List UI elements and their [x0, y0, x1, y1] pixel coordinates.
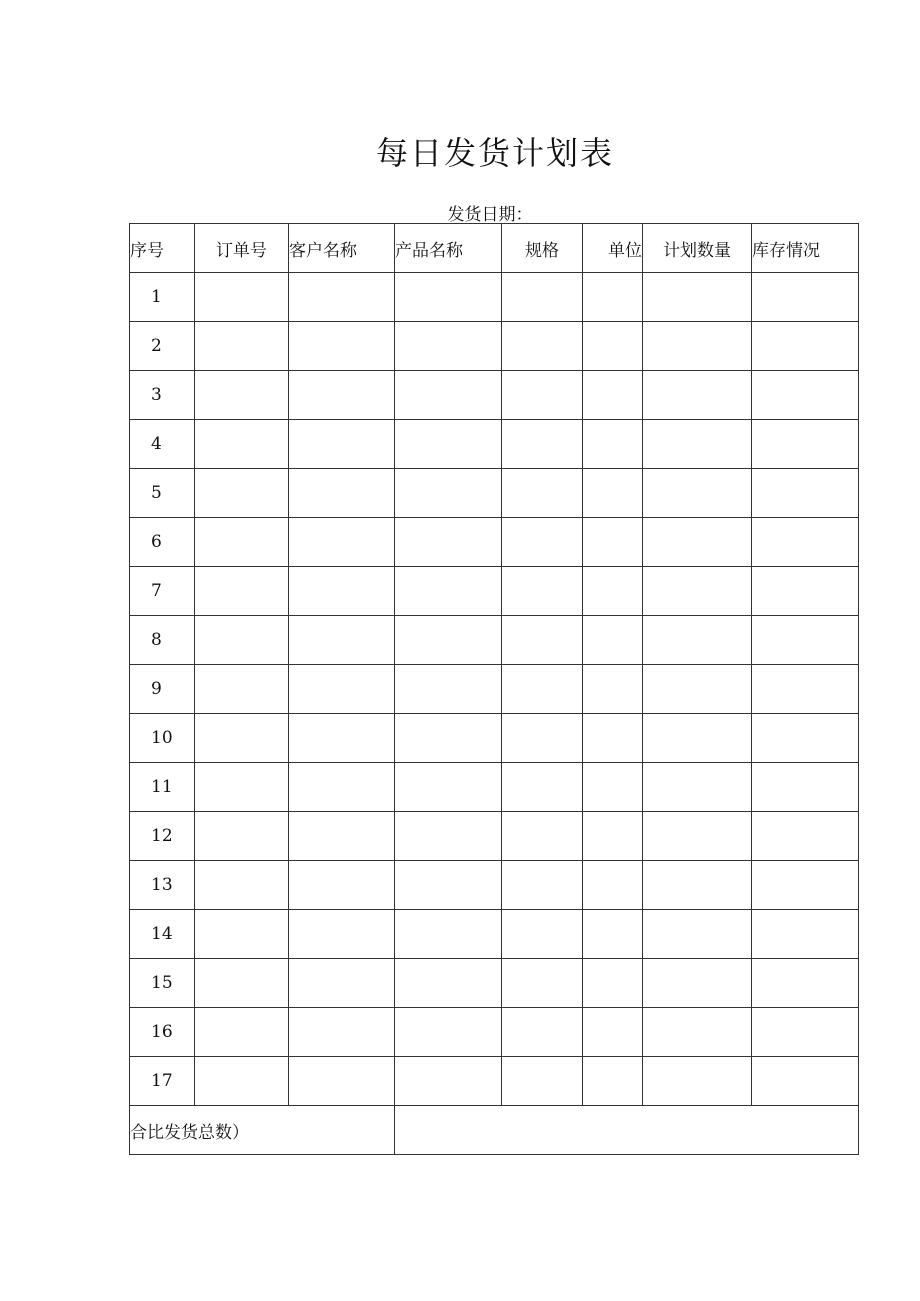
- stock-status-cell[interactable]: [752, 567, 859, 616]
- product-name-cell[interactable]: [395, 616, 502, 665]
- header-product-name: 产品名称: [395, 224, 502, 273]
- customer-name-cell[interactable]: [289, 1057, 395, 1106]
- planned-qty-cell[interactable]: [643, 518, 752, 567]
- order-no-cell[interactable]: [195, 861, 289, 910]
- order-no-cell[interactable]: [195, 812, 289, 861]
- customer-name-cell[interactable]: [289, 665, 395, 714]
- product-name-cell[interactable]: [395, 1008, 502, 1057]
- row-seq-number: 5: [130, 469, 195, 518]
- order-no-cell[interactable]: [195, 714, 289, 763]
- table-row: [130, 616, 859, 665]
- table-row: [130, 812, 859, 861]
- planned-qty-cell[interactable]: [643, 714, 752, 763]
- table-row: [130, 322, 859, 371]
- product-name-cell[interactable]: [395, 910, 502, 959]
- product-name-cell[interactable]: [395, 322, 502, 371]
- customer-name-cell[interactable]: [289, 1008, 395, 1057]
- total-value-cell[interactable]: [395, 1106, 859, 1155]
- customer-name-cell[interactable]: [289, 959, 395, 1008]
- unit-cell[interactable]: [583, 861, 643, 910]
- planned-qty-cell[interactable]: [643, 910, 752, 959]
- order-no-cell[interactable]: [195, 322, 289, 371]
- order-no-cell[interactable]: [195, 665, 289, 714]
- product-name-cell[interactable]: [395, 273, 502, 322]
- row-seq-number: 8: [130, 616, 195, 665]
- product-name-cell[interactable]: [395, 420, 502, 469]
- product-name-cell[interactable]: [395, 567, 502, 616]
- customer-name-cell[interactable]: [289, 616, 395, 665]
- stock-status-cell[interactable]: [752, 273, 859, 322]
- stock-status-cell[interactable]: [752, 518, 859, 567]
- planned-qty-cell[interactable]: [643, 469, 752, 518]
- shipping-date-label: 发货日期：: [447, 205, 533, 225]
- unit-cell[interactable]: [583, 959, 643, 1008]
- order-no-cell[interactable]: [195, 371, 289, 420]
- order-no-cell[interactable]: [195, 1057, 289, 1106]
- spec-cell[interactable]: [502, 616, 583, 665]
- planned-qty-cell[interactable]: [643, 1008, 752, 1057]
- planned-qty-cell[interactable]: [643, 371, 752, 420]
- customer-name-cell[interactable]: [289, 518, 395, 567]
- stock-status-cell[interactable]: [752, 1008, 859, 1057]
- customer-name-cell[interactable]: [289, 469, 395, 518]
- planned-qty-cell[interactable]: [643, 420, 752, 469]
- table-row: [130, 518, 859, 567]
- customer-name-cell[interactable]: [289, 273, 395, 322]
- customer-name-cell[interactable]: [289, 322, 395, 371]
- stock-status-cell[interactable]: [752, 1057, 859, 1106]
- product-name-cell[interactable]: [395, 1057, 502, 1106]
- unit-cell[interactable]: [583, 518, 643, 567]
- order-no-cell[interactable]: [195, 469, 289, 518]
- stock-status-cell[interactable]: [752, 322, 859, 371]
- order-no-cell[interactable]: [195, 763, 289, 812]
- unit-cell[interactable]: [583, 420, 643, 469]
- row-seq-number: 9: [130, 665, 195, 714]
- header-spec: 规格: [502, 224, 583, 273]
- header-customer-name: 客户名称: [289, 224, 395, 273]
- spec-cell[interactable]: [502, 959, 583, 1008]
- spec-cell[interactable]: [502, 371, 583, 420]
- stock-status-cell[interactable]: [752, 910, 859, 959]
- table-row: [130, 371, 859, 420]
- row-seq-number: 14: [130, 910, 195, 959]
- spec-cell[interactable]: [502, 518, 583, 567]
- planned-qty-cell[interactable]: [643, 1057, 752, 1106]
- product-name-cell[interactable]: [395, 518, 502, 567]
- header-unit: 单位: [583, 224, 643, 273]
- stock-status-cell[interactable]: [752, 469, 859, 518]
- row-seq-number: 10: [130, 714, 195, 763]
- planned-qty-cell[interactable]: [643, 763, 752, 812]
- order-no-cell[interactable]: [195, 273, 289, 322]
- table-row: [130, 469, 859, 518]
- customer-name-cell[interactable]: [289, 567, 395, 616]
- stock-status-cell[interactable]: [752, 665, 859, 714]
- stock-status-cell[interactable]: [752, 763, 859, 812]
- page-title: 每日发货计划表: [375, 134, 614, 172]
- product-name-cell[interactable]: [395, 763, 502, 812]
- product-name-cell[interactable]: [395, 469, 502, 518]
- stock-status-cell[interactable]: [752, 420, 859, 469]
- spec-cell[interactable]: [502, 861, 583, 910]
- row-seq-number: 11: [130, 763, 195, 812]
- unit-cell[interactable]: [583, 273, 643, 322]
- stock-status-cell[interactable]: [752, 959, 859, 1008]
- customer-name-cell[interactable]: [289, 420, 395, 469]
- table-row: [130, 567, 859, 616]
- row-seq-number: 13: [130, 861, 195, 910]
- spec-cell[interactable]: [502, 469, 583, 518]
- customer-name-cell[interactable]: [289, 714, 395, 763]
- customer-name-cell[interactable]: [289, 861, 395, 910]
- customer-name-cell[interactable]: [289, 910, 395, 959]
- shipping-plan-table: [129, 223, 859, 1155]
- customer-name-cell[interactable]: [289, 371, 395, 420]
- product-name-cell[interactable]: [395, 959, 502, 1008]
- row-seq-number: 1: [130, 273, 195, 322]
- stock-status-cell[interactable]: [752, 714, 859, 763]
- order-no-cell[interactable]: [195, 616, 289, 665]
- row-seq-number: 2: [130, 322, 195, 371]
- table-row: [130, 420, 859, 469]
- table-row: [130, 861, 859, 910]
- order-no-cell[interactable]: [195, 420, 289, 469]
- header-planned-qty: 计划数量: [643, 224, 752, 273]
- spec-cell[interactable]: [502, 567, 583, 616]
- table-row: [130, 273, 859, 322]
- planned-qty-cell[interactable]: [643, 567, 752, 616]
- table-row: [130, 910, 859, 959]
- planned-qty-cell[interactable]: [643, 861, 752, 910]
- spec-cell[interactable]: [502, 910, 583, 959]
- table-row: [130, 714, 859, 763]
- order-no-cell[interactable]: [195, 1008, 289, 1057]
- row-seq-number: 7: [130, 567, 195, 616]
- row-seq-number: 12: [130, 812, 195, 861]
- unit-cell[interactable]: [583, 322, 643, 371]
- spec-cell[interactable]: [502, 714, 583, 763]
- unit-cell[interactable]: [583, 1057, 643, 1106]
- customer-name-cell[interactable]: [289, 812, 395, 861]
- stock-status-cell[interactable]: [752, 616, 859, 665]
- planned-qty-cell[interactable]: [643, 322, 752, 371]
- planned-qty-cell[interactable]: [643, 665, 752, 714]
- order-no-cell[interactable]: [195, 567, 289, 616]
- row-seq-number: 16: [130, 1008, 195, 1057]
- spec-cell[interactable]: [502, 273, 583, 322]
- stock-status-cell[interactable]: [752, 861, 859, 910]
- spec-cell[interactable]: [502, 763, 583, 812]
- total-label: 合比发货总数）: [130, 1106, 395, 1155]
- spec-cell[interactable]: [502, 1008, 583, 1057]
- unit-cell[interactable]: [583, 469, 643, 518]
- spec-cell[interactable]: [502, 812, 583, 861]
- unit-cell[interactable]: [583, 567, 643, 616]
- row-seq-number: 3: [130, 371, 195, 420]
- unit-cell[interactable]: [583, 910, 643, 959]
- unit-cell[interactable]: [583, 1008, 643, 1057]
- total-row: [130, 1106, 859, 1155]
- header-seq: 序号: [130, 224, 195, 273]
- planned-qty-cell[interactable]: [643, 959, 752, 1008]
- row-seq-number: 17: [130, 1057, 195, 1106]
- unit-cell[interactable]: [583, 812, 643, 861]
- unit-cell[interactable]: [583, 665, 643, 714]
- header-stock-status: 库存情况: [752, 224, 859, 273]
- planned-qty-cell[interactable]: [643, 616, 752, 665]
- product-name-cell[interactable]: [395, 861, 502, 910]
- order-no-cell[interactable]: [195, 910, 289, 959]
- table-row: [130, 763, 859, 812]
- unit-cell[interactable]: [583, 371, 643, 420]
- spec-cell[interactable]: [502, 1057, 583, 1106]
- unit-cell[interactable]: [583, 763, 643, 812]
- stock-status-cell[interactable]: [752, 812, 859, 861]
- order-no-cell[interactable]: [195, 518, 289, 567]
- table-row: [130, 1057, 859, 1106]
- planned-qty-cell[interactable]: [643, 273, 752, 322]
- row-seq-number: 6: [130, 518, 195, 567]
- customer-name-cell[interactable]: [289, 763, 395, 812]
- row-seq-number: 15: [130, 959, 195, 1008]
- order-no-cell[interactable]: [195, 959, 289, 1008]
- unit-cell[interactable]: [583, 616, 643, 665]
- product-name-cell[interactable]: [395, 812, 502, 861]
- row-seq-number: 4: [130, 420, 195, 469]
- spec-cell[interactable]: [502, 665, 583, 714]
- header-order-no: 订单号: [195, 224, 289, 273]
- stock-status-cell[interactable]: [752, 371, 859, 420]
- table-row: [130, 1008, 859, 1057]
- table-row: [130, 665, 859, 714]
- unit-cell[interactable]: [583, 714, 643, 763]
- planned-qty-cell[interactable]: [643, 812, 752, 861]
- spec-cell[interactable]: [502, 420, 583, 469]
- spec-cell[interactable]: [502, 322, 583, 371]
- table-header-row: [130, 224, 859, 273]
- table-row: [130, 959, 859, 1008]
- product-name-cell[interactable]: [395, 714, 502, 763]
- product-name-cell[interactable]: [395, 665, 502, 714]
- product-name-cell[interactable]: [395, 371, 502, 420]
